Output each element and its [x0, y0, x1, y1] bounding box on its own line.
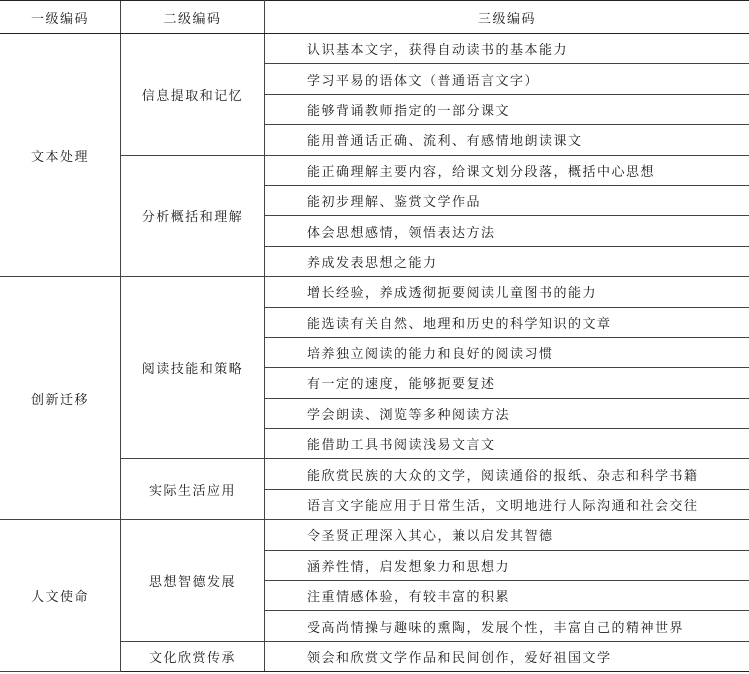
header-level1: 一级编码	[0, 1, 121, 34]
level3-cell: 有一定的速度，能够扼要复述	[265, 368, 749, 398]
level3-cell: 涵养性情，启发想象力和思想力	[265, 550, 749, 580]
level3-cell: 受高尚情操与趣味的熏陶，发展个性，丰富自己的精神世界	[265, 611, 749, 641]
level3-cell: 培养独立阅读的能力和良好的阅读习惯	[265, 337, 749, 367]
level3-cell: 养成发表思想之能力	[265, 246, 749, 276]
level1-cell: 人文使命	[0, 520, 121, 672]
level2-cell: 文化欣赏传承	[121, 641, 265, 671]
level3-cell: 能正确理解主要内容，给课文划分段落，概括中心思想	[265, 155, 749, 185]
level3-cell: 能初步理解、鉴赏文学作品	[265, 185, 749, 215]
table-row	[0, 277, 749, 307]
level3-cell: 学习平易的语体文（普通语言文字）	[265, 64, 749, 94]
level3-cell: 能选读有关自然、地理和历史的科学知识的文章	[265, 307, 749, 337]
level2-cell: 分析概括和理解	[121, 155, 265, 277]
table-body	[0, 34, 749, 672]
level3-cell: 增长经验，养成透彻扼要阅读儿童图书的能力	[265, 277, 749, 307]
level3-cell: 语言文字能应用于日常生活，文明地进行人际沟通和社会交往	[265, 489, 749, 519]
level3-cell: 能借助工具书阅读浅易文言文	[265, 429, 749, 459]
level2-cell: 阅读技能和策略	[121, 277, 265, 459]
header-row	[0, 1, 749, 34]
level3-cell: 能欣赏民族的大众的文学，阅读通俗的报纸、杂志和科学书籍	[265, 459, 749, 489]
level2-cell: 实际生活应用	[121, 459, 265, 520]
header-level3: 三级编码	[265, 1, 749, 34]
level3-cell: 能够背诵教师指定的一部分课文	[265, 94, 749, 124]
level1-cell: 创新迁移	[0, 277, 121, 520]
table-row	[0, 520, 749, 550]
level3-cell: 认识基本文字，获得自动读书的基本能力	[265, 34, 749, 64]
level3-cell: 注重情感体验，有较丰富的积累	[265, 581, 749, 611]
table-row	[0, 34, 749, 64]
level3-cell: 令圣贤正理深入其心，兼以启发其智德	[265, 520, 749, 550]
level2-cell: 信息提取和记忆	[121, 34, 265, 156]
header-level2: 二级编码	[121, 1, 265, 34]
level1-cell: 文本处理	[0, 34, 121, 277]
level3-cell: 学会朗读、浏览等多种阅读方法	[265, 398, 749, 428]
level3-cell: 领会和欣赏文学作品和民间创作，爱好祖国文学	[265, 641, 749, 671]
level3-cell: 能用普通话正确、流利、有感情地朗读课文	[265, 125, 749, 155]
level2-cell: 思想智德发展	[121, 520, 265, 642]
level3-cell: 体会思想感情，领悟表达方法	[265, 216, 749, 246]
